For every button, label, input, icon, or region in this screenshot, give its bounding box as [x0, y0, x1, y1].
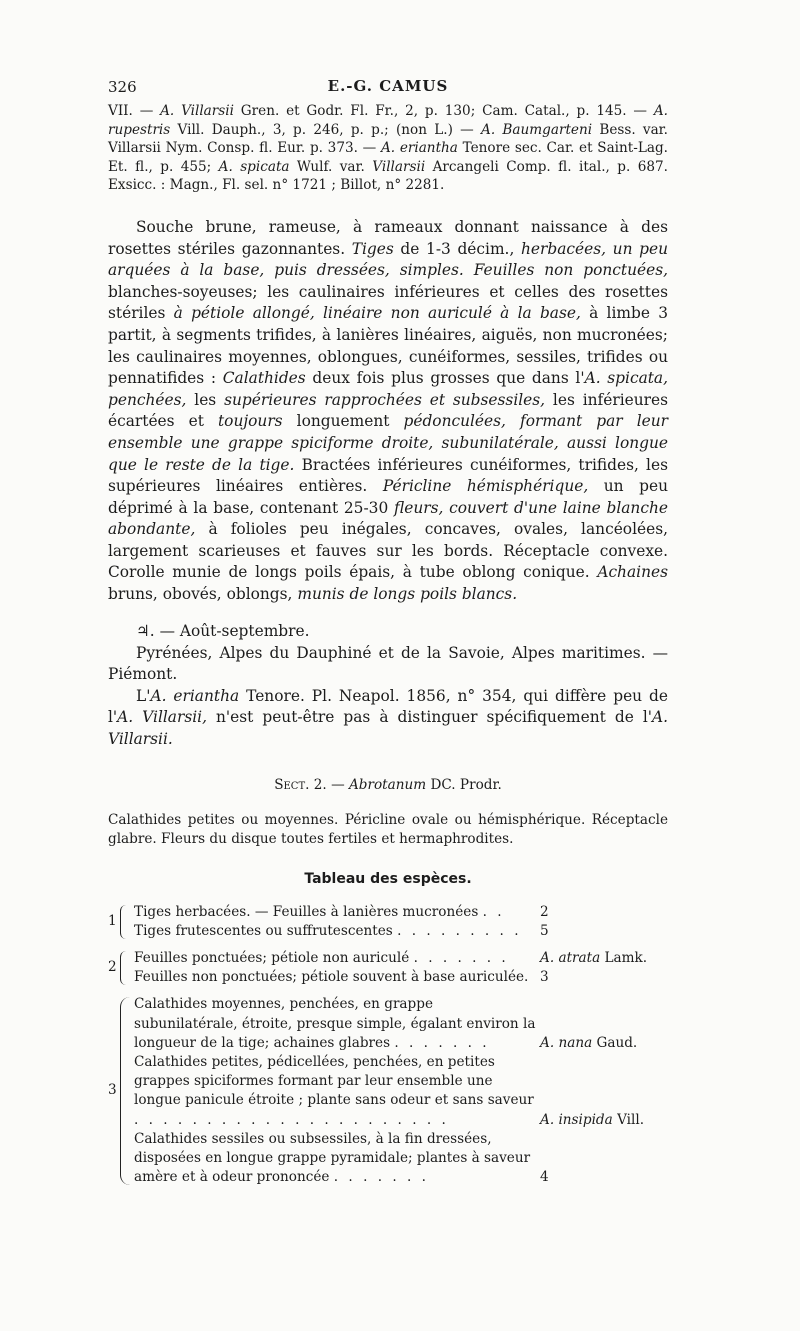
taxon-name: A. Villarsii, — [117, 708, 207, 727]
synonymy-text: Bess. var. Villarsii Nym. Consp. fl. Eur. p. 373. — — [108, 121, 669, 157]
lead-text: Feuilles ponctuées; pétiole non auriculé — [134, 950, 410, 967]
lead-text: Feuilles non ponctuées; pétiole souvent à base auriculée. — [134, 969, 529, 986]
description-text: blanches-soyeuses; les caulinaires inférieures et celles des rosettes stériles — [108, 282, 668, 323]
section-number: 2. — — [309, 776, 349, 793]
leader-dots: . . . . . . . — [413, 950, 509, 967]
species-description — [108, 217, 668, 606]
destination-number: 5 — [540, 922, 549, 939]
couplet-number: 1 — [108, 912, 117, 929]
description-emphasis: Calathides — [222, 369, 306, 388]
section-heading — [108, 777, 668, 793]
destination-number: 2 — [540, 903, 549, 920]
table-title: Tableau des espèces. — [304, 870, 472, 887]
taxonomic-note — [108, 686, 668, 751]
lead-destination — [540, 1034, 637, 1053]
taxon-name: A. Baumgarteni — [481, 121, 593, 138]
description-text: bruns, obovés, oblongs, — [108, 585, 298, 604]
synonymy-text: Tenore sec. Car. et Saint-Lag. Et. fl., p. 455; — [108, 140, 668, 175]
description-emphasis: Tiges — [351, 239, 394, 258]
lead-body — [134, 922, 668, 941]
key-lead — [108, 1053, 668, 1130]
lead-body — [134, 968, 668, 987]
taxon-name: A. Villarsii. — [108, 708, 668, 749]
description-emphasis: A. spicata, penchées, — [108, 369, 668, 409]
destination-author: Gaud. — [592, 1034, 638, 1051]
lead-text: Tiges frutescentes ou suffrutescentes — [134, 922, 393, 939]
key-lead — [108, 903, 668, 922]
description-text: Bractées inférieures cunéiformes, trifides, les supérieures linéaires entières. — [108, 455, 668, 496]
book-page — [108, 74, 668, 1195]
description-text: Souche brune, rameuse, à rameaux donnant naissance à des rosettes stériles gazonnantes. — [108, 217, 668, 258]
lead-destination — [540, 949, 647, 968]
description-emphasis: herbacées, un peu arquées à la base, puis dressées, simples. Feuilles non ponctuées, — [108, 239, 668, 280]
note-text: Tenore. Pl. Neapol. 1856, n° 354, qui diffère peu de l' — [108, 686, 668, 727]
distribution: Pyrénées, Alpes du Dauphiné et de la Savoie, Alpes maritimes. — Piémont. — [108, 643, 668, 684]
description-emphasis: Péricline hémisphérique, — [382, 477, 589, 496]
leader-dots: . . . . . . . . . — [397, 922, 522, 939]
description-emphasis: toujours — [218, 412, 283, 431]
description-emphasis: Achaines — [597, 563, 668, 582]
taxon-name: A. Villarsii — [160, 103, 234, 119]
synonymy-paragraph — [108, 102, 668, 195]
key-lead — [108, 995, 668, 1053]
lead-text: Tiges herbacées. — Feuilles à lanières mucronées — [134, 903, 479, 920]
description-emphasis: supérieures rapprochées et subsessiles, — [224, 390, 546, 409]
leader-dots: . . . . . . . . . . . . . . . . . . . . . . — [134, 1111, 449, 1128]
synonymy-text: VII. — — [108, 103, 161, 119]
section-description: Calathides petites ou moyennes. Péricline ovale ou hémisphérique. Réceptacle glabre. Fleurs du disque toutes fertiles et hermaphrodites. — [108, 811, 668, 847]
couplet-number: 3 — [108, 1082, 117, 1099]
identification-key — [108, 903, 668, 1188]
key-couplet — [108, 995, 668, 1187]
lead-destination — [540, 903, 549, 922]
synonymy-text: Vill. Dauph., 3, p. 246, p. p.; (non L.) — — [170, 121, 482, 138]
page-number: 326 — [108, 78, 137, 96]
key-lead — [108, 968, 668, 987]
description-text: à limbe 3 partit, à segments trifides, à lanières linéaires, aiguës, non mucronées; les caulinaires moyennes, oblongues, cunéiformes, sessiles, trifides ou pennatifides : — [108, 304, 669, 388]
taxon-name: Villarsii — [372, 158, 426, 175]
note-text: n'est peut-être pas à distinguer spécifiquement de l' — [206, 708, 652, 727]
destination-number: 4 — [540, 1169, 549, 1186]
section-name: Abrotanum — [348, 776, 427, 793]
description-text: les inférieures écartées et — [108, 390, 668, 431]
description-emphasis: pédonculées, formant par leur ensemble une grappe spiciforme droite, subunilatérale, aussi longue que le reste de la tige. — [108, 412, 669, 474]
destination-species: A. nana — [540, 1034, 593, 1051]
destination-species: A. atrata — [540, 950, 601, 967]
destination-number: 3 — [540, 969, 549, 986]
description-text: longuement — [282, 412, 404, 431]
section-author: DC. Prodr. — [426, 776, 502, 793]
key-lead — [108, 1130, 668, 1188]
running-header — [108, 74, 668, 102]
lead-destination — [540, 1168, 549, 1187]
lead-text: Calathides sessiles ou subsessiles, à la fin dressées, disposées en longue grappe pyramidale; plantes à saveur amère et à odeur prononcée — [134, 1130, 531, 1186]
key-lead — [108, 949, 668, 968]
description-text: deux fois plus grosses que dans l' — [305, 369, 585, 388]
leader-dots: . . . . . . . — [333, 1169, 429, 1186]
description-emphasis: fleurs, couvert d'une laine blanche abondante, — [108, 498, 668, 539]
note-text: L' — [136, 686, 151, 705]
description-text: les — [186, 390, 225, 409]
lead-destination — [540, 1111, 644, 1130]
couplet-number: 2 — [108, 959, 117, 976]
synonymy-text: Wulf. var. — [289, 158, 373, 175]
lead-destination — [540, 922, 549, 941]
key-couplet — [108, 903, 668, 941]
lead-text: Calathides moyennes, penchées, en grappe subunilatérale, étroite, presque simple, égalant environ la longueur de la tige; achaines glabres — [134, 996, 536, 1051]
destination-author: Vill. — [612, 1111, 645, 1128]
synonymy-text: Arcangeli Comp. fl. ital., p. 687. Exsicc. : Magn., Fl. sel. n° 1721 ; Billot, n° 2281. — [108, 158, 669, 194]
description-emphasis: munis de longs poils blancs. — [297, 585, 518, 604]
destination-author: Lamk. — [600, 950, 648, 967]
leader-dots: . . . . . . . — [394, 1034, 490, 1051]
lead-destination — [540, 968, 549, 987]
description-text: à folioles peu inégales, concaves, ovales, lancéolées, largement scarieuses et fauves sur les bords. Réceptacle convexe. Corolle munie de longs poils épais, à tube oblong conique. — [108, 520, 668, 582]
lead-text: Calathides petites, pédicellées, penchées, en petites grappes spiciformes formant par leur ensemble une longue panicule étroite ; plante sans odeur et sans saveur — [134, 1054, 534, 1109]
section-label: Sect. — [274, 776, 310, 793]
lead-body — [134, 1130, 668, 1188]
flowering-period: ♃. — Août-septembre. — [136, 622, 310, 641]
key-couplet — [108, 949, 668, 987]
description-text: un peu déprimé à la base, contenant 25-30 — [108, 477, 668, 517]
taxon-name: A. eriantha — [150, 686, 240, 705]
running-title: E.-G. CAMUS — [327, 77, 449, 95]
description-emphasis: à pétiole allongé, linéaire non auriculé à la base, — [173, 304, 581, 323]
key-lead — [108, 922, 668, 941]
destination-species: A. insipida — [540, 1111, 613, 1128]
synonymy-text: Gren. et Godr. Fl. Fr., 2, p. 130; Cam. Catal., p. 145. — — [233, 103, 654, 119]
taxon-name: A. rupestris — [108, 103, 668, 138]
taxon-name: A. eriantha — [380, 140, 458, 157]
description-text: de 1-3 décim., — [393, 239, 521, 258]
taxon-name: A. spicata — [218, 158, 290, 175]
lead-body — [134, 903, 668, 922]
leader-dots: . . — [482, 903, 505, 920]
